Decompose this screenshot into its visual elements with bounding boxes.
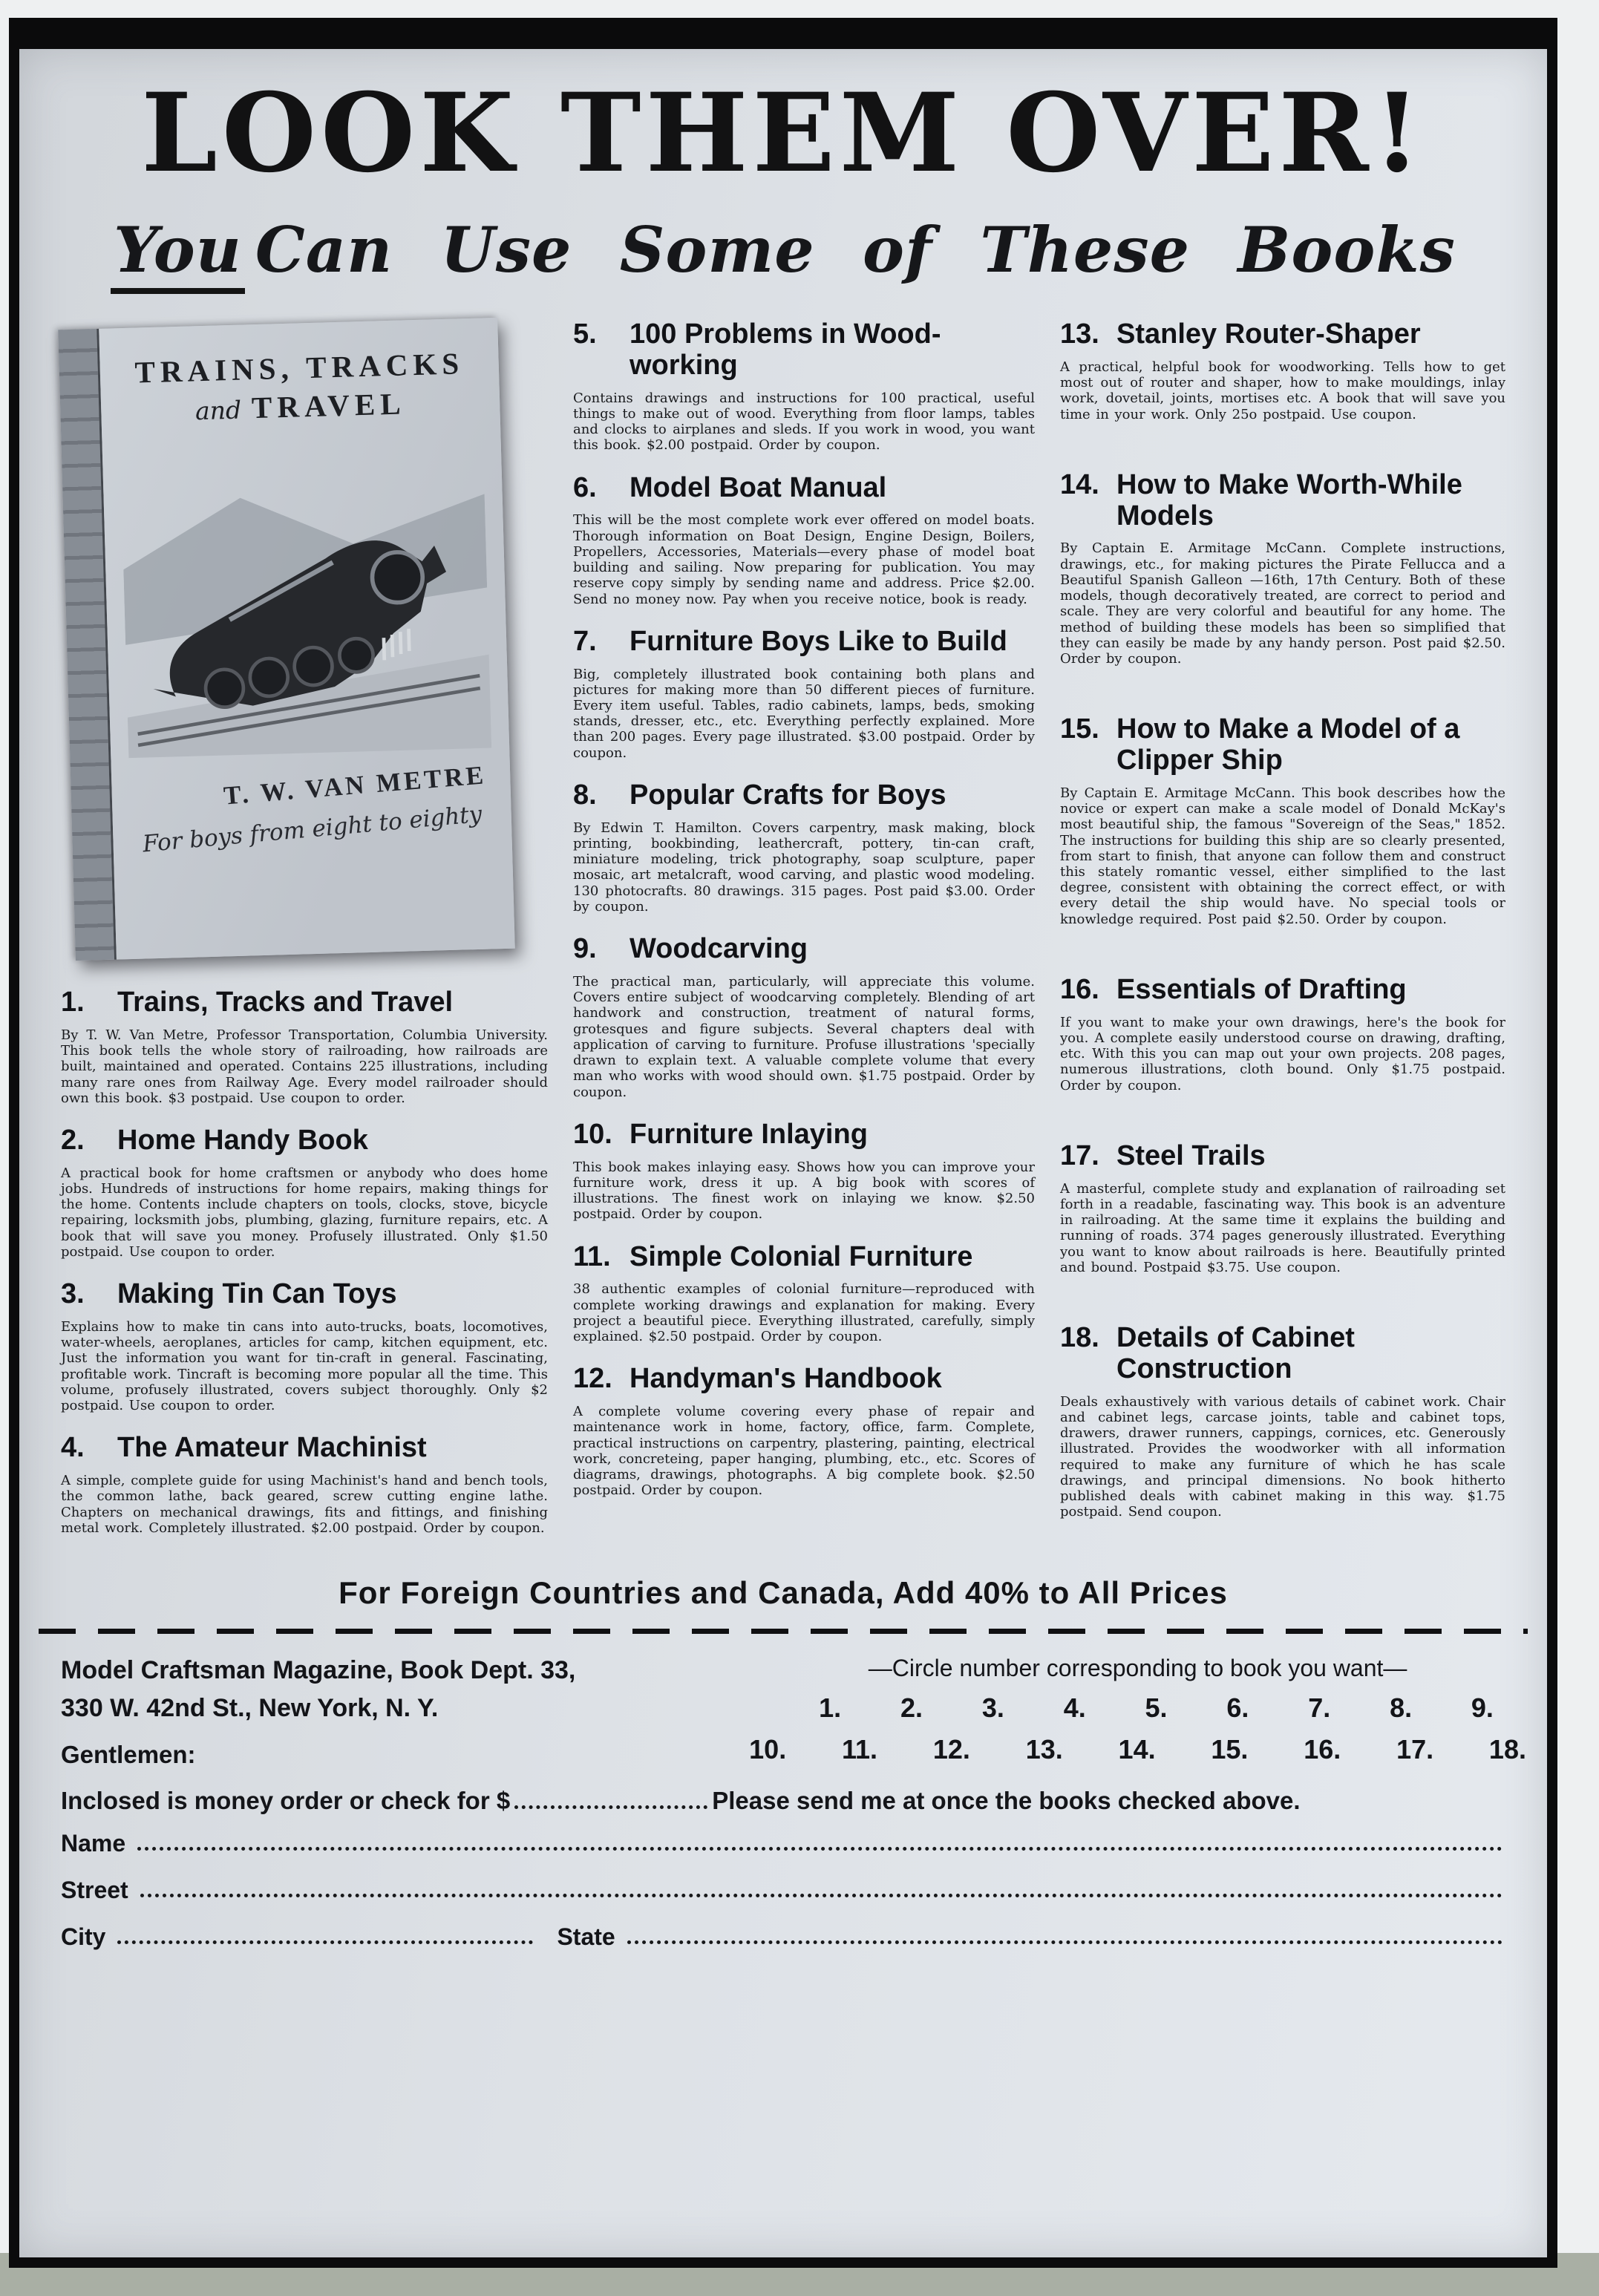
book-description: The practical man, particularly, will appreciate this volume. Covers entire subject of woodcarving completely. Blending of art handwork and construction, treatment of natural forms, grotesques and figure subjects. Several chapters deal with application of carving to furniture. Profuse illustrations 'specially drawn to explain text. A valuable complete volume that every man who works with wood should own. $1.75 postpaid. Order by coupon. — [573, 973, 1035, 1100]
enclosed-amount-line — [61, 1787, 1505, 1815]
book-description: By Edwin T. Hamilton. Covers carpentry, mask making, block printing, bookbinding, leathercraft, pottery, tin-can craft, miniature modeling, trick photography, soap sculpture, paper mosaic, art metalcraft, wood carving, and plastic wood modeling. 130 photocrafts. 80 drawings. 315 pages. Post paid $3.00. Order by coupon. — [573, 820, 1035, 915]
book-title: 16. Essentials of Drafting — [1060, 973, 1407, 1005]
book-description: This book makes inlaying easy. Shows how you can improve your furniture work, dress it up. A big book with scores of illustrations. The finest work on inlaying we know. $2.50 postpaid. Order by coupon. — [573, 1159, 1035, 1223]
book-description: By T. W. Van Metre, Professor Transportation, Columbia University. This book tells the whole story of railroading, how railroads are built, maintained and operated. Contains 225 illustrations, including many rare ones from Railway Age. Every model railroader should own this book. $3 postpaid. Use coupon to order. — [61, 1027, 548, 1106]
column-middle — [573, 319, 1035, 1568]
coupon-cut-line — [39, 1629, 1528, 1634]
publisher-address-line2: 330 W. 42nd St., New York, N. Y. — [61, 1693, 439, 1722]
book-description: Explains how to make tin cans into auto-trucks, boats, locomotives, water-wheels, aeroplanes, articles for camp, kitchen equipment, etc. Just the information you want for tin-craft in general. Fascinating, profitable work. Tincraft is becoming more popular all the time. This volume, profusely illustrated, covers subject thoroughly. Only $2 postpaid. Use coupon to order. — [61, 1318, 548, 1414]
state-blank-line — [627, 1940, 1502, 1944]
book-listing-17 — [1060, 1141, 1505, 1275]
circle-number: 10. — [749, 1733, 787, 1764]
book-listing-9 — [573, 934, 1035, 1100]
circle-number: 5. — [1145, 1692, 1168, 1723]
cover-tagline: For boys from eight to eighty — [141, 800, 483, 858]
book-title: 7. Furniture Boys Like to Build — [573, 625, 1007, 657]
book-cover-front — [99, 318, 515, 960]
book-listing-18 — [1060, 1323, 1505, 1520]
circle-number: 7. — [1308, 1692, 1331, 1723]
column-left — [61, 319, 548, 1568]
amount-blank-line — [514, 1788, 707, 1809]
circle-number: 17. — [1396, 1733, 1434, 1764]
subtitle-rest: Can Use Some of These Books — [255, 213, 1456, 287]
circle-numbers-row2 — [748, 1734, 1528, 1765]
book-description: By Captain E. Armitage McCann. Complete instructions, drawings, etc., for making pictures the Pirate Fellucca and a Beautiful Spanish Galleon —16th, 17th Century. Both of these models, though decoratively treated, are correct to period and scale. They are very colorful and beautiful for any home. The method of building these models has been so simplified that they can easily be made by any handy person. Post paid $2.50. Order by coupon. — [1060, 540, 1505, 667]
book-title: 11. Simple Colonial Furniture — [573, 1240, 973, 1272]
city-state-field-row — [61, 1923, 1505, 1951]
book-title: 14. How to Make Worth-While Models — [1060, 468, 1462, 532]
book-number: 1. — [61, 987, 85, 1018]
cover-author: T. W. VAN METRE — [222, 760, 488, 811]
book-title: 13. Stanley Router-Shaper — [1060, 318, 1421, 350]
book-number: 10. — [573, 1118, 612, 1150]
book-title: 1. Trains, Tracks and Travel — [61, 987, 454, 1018]
book-number: 4. — [61, 1432, 85, 1464]
circle-number: 6. — [1226, 1692, 1249, 1723]
enclosed-prefix: Inclosed is money order or check for $ — [61, 1786, 511, 1814]
coupon-address-block — [61, 1652, 725, 1769]
book-description: 38 authentic examples of colonial furniture—reproduced with complete working drawings and explanation for making. Every project a beautiful piece. Everything illustrated, carefully, simply explained. $2.50 postpaid. Order by coupon. — [573, 1281, 1035, 1345]
book-title: 6. Model Boat Manual — [573, 471, 887, 503]
book-number: 9. — [573, 933, 597, 965]
order-coupon — [61, 1652, 1526, 1769]
book-number: 8. — [573, 779, 597, 811]
book-description: Deals exhaustively with various details of cabinet work. Chair and cabinet legs, carcase joints, table and cabinet tops, drawers, drawer runners, cappings, cornices, etc. Generously illustrated. Provides the woodworker with all information required to make any furniture of which he has scale drawings, and principal dimensions. No book hitherto published deals with cabinet making in this way. $1.75 postpaid. Send coupon. — [1060, 1393, 1505, 1520]
book-title: 5. 100 Problems in Wood-working — [573, 318, 941, 381]
book-cover-photo — [58, 318, 515, 961]
circle-number: 4. — [1063, 1692, 1086, 1723]
book-listing-12 — [573, 1364, 1035, 1498]
book-title: 9. Woodcarving — [573, 933, 808, 965]
book-title: 3. Making Tin Can Toys — [61, 1278, 397, 1310]
book-title: 2. Home Handy Book — [61, 1124, 368, 1156]
book-number: 3. — [61, 1278, 85, 1310]
book-listing-10 — [573, 1119, 1035, 1223]
book-title: 17. Steel Trails — [1060, 1139, 1266, 1171]
book-description: A complete volume covering every phase of repair and maintenance work in home, factory, office, farm. Complete, practical instructions on carpentry, plastering, painting, electrical work, concreteing, paper hanging, plumbing, etc., etc. Scores of diagrams, drawings, photographs. A big complete book. $2.50 postpaid. Order by coupon. — [573, 1404, 1035, 1499]
book-number: 14. — [1060, 468, 1099, 500]
coupon-fields — [61, 1830, 1505, 1951]
book-listing-15 — [1060, 714, 1505, 927]
book-number: 7. — [573, 625, 597, 657]
book-listing-1 — [61, 987, 548, 1106]
circle-number: 3. — [981, 1692, 1004, 1723]
book-title: 4. The Amateur Machinist — [61, 1432, 427, 1464]
circle-number: 15. — [1211, 1733, 1249, 1764]
circle-number: 12. — [932, 1733, 970, 1764]
circle-number: 8. — [1390, 1692, 1413, 1723]
circle-number: 13. — [1025, 1733, 1063, 1764]
state-label: State — [557, 1923, 615, 1950]
book-description: By Captain E. Armitage McCann. This book describes how the novice or expert can make a scale model of Donald McKay's most beautiful ship, the famous "Sovereign of the Seas," 1852. The instructions for building this ship are so clearly presented, from start to finish, that anyone can follow them and construct this stately romantic vessel, either simplified to the last degree, consistent with obtaining the correct effect, or with every detail the ship would have. No special tools or knowledge required. Post paid $2.50. Order by coupon. — [1060, 785, 1505, 927]
book-listing-14 — [1060, 470, 1505, 667]
circle-number: 9. — [1471, 1692, 1494, 1723]
book-description: Big, completely illustrated book containing both plans and pictures for making more than 50 different pieces of furniture. Every item useful. Tables, radio cabinets, lamps, beds, smoking stands, dresser, etc., etc. Everything perfectly explained. More than 200 pages. Every page illustrated. $3.00 postpaid. Order by coupon. — [573, 666, 1035, 761]
book-listing-6 — [573, 473, 1035, 607]
book-listing-2 — [61, 1125, 548, 1260]
cover-title-line1: TRAINS, TRACKS — [134, 346, 465, 390]
book-number: 6. — [573, 471, 597, 503]
name-blank-line — [137, 1847, 1502, 1851]
book-number: 12. — [573, 1363, 612, 1395]
column-right — [1060, 319, 1505, 1568]
locomotive-illustration — [120, 439, 492, 768]
book-listing-7 — [573, 627, 1035, 761]
book-description: This will be the most complete work ever offered on model boats. Thorough information on Boat Design, Engine Design, Boilers, Propellers, Accessories, Materials—every phase of model boat building and sailing. Now preparing for publication. You may reserve copy simply by sending name and address. Price $2.00. Send no money now. Pay when you receive notice, book is ready. — [573, 512, 1035, 607]
cover-title-line2 — [119, 384, 483, 430]
book-description: If you want to make your own drawings, here's the book for you. A complete easily understood course on drawing, drafting, etc. With this you can map out your own projects. 208 pages, numerous illustrations, cloth bound. Only $1.75 postpaid. Order by coupon. — [1060, 1014, 1505, 1093]
circle-instruction: —Circle number corresponding to book you want— — [868, 1654, 1407, 1681]
street-blank-line — [140, 1894, 1502, 1897]
book-number: 17. — [1060, 1139, 1099, 1171]
book-number: 18. — [1060, 1322, 1099, 1354]
book-title: 10. Furniture Inlaying — [573, 1118, 868, 1150]
book-number: 15. — [1060, 713, 1099, 745]
circle-number: 1. — [819, 1692, 842, 1723]
book-number: 5. — [573, 318, 597, 350]
circle-number: 2. — [900, 1692, 923, 1723]
street-field-row — [61, 1877, 1505, 1904]
circle-numbers-row1 — [748, 1692, 1528, 1724]
circle-number: 16. — [1304, 1733, 1341, 1764]
book-listing-16 — [1060, 975, 1505, 1093]
cover-title-travel: TRAVEL — [251, 386, 407, 425]
book-listing-3 — [61, 1279, 548, 1413]
coupon-salutation: Gentlemen: — [61, 1740, 196, 1768]
publisher-address-line1: Model Craftsman Magazine, Book Dept. 33, — [61, 1655, 576, 1684]
name-field-row — [61, 1830, 1505, 1857]
book-listing-8 — [573, 780, 1035, 915]
book-description: A simple, complete guide for using Machinist's hand and bench tools, the common lathe, back geared, screw cutting engine lathe. Chapters on mechanical drawings, fits and fittings, and finishing metal work. Completely illustrated. $2.00 postpaid. Order by coupon. — [61, 1473, 548, 1536]
book-title: 18. Details of Cabinet Construction — [1060, 1322, 1355, 1384]
book-title: 15. How to Make a Model of a Clipper Ship — [1060, 713, 1460, 776]
book-number: 13. — [1060, 318, 1099, 350]
foreign-prices-note: For Foreign Countries and Canada, Add 40% to All Prices — [339, 1574, 1228, 1610]
book-listing-5 — [573, 319, 1035, 454]
book-number: 16. — [1060, 973, 1099, 1005]
book-listing-13 — [1060, 319, 1505, 422]
book-description: Contains drawings and instructions for 100 practical, useful things to make out of wood. Everything from floor lamps, tables and clocks to airplanes and sleds. If you work in wood, you want this book. $2.00 postpaid. Order by coupon. — [573, 390, 1035, 454]
street-label: Street — [61, 1876, 128, 1903]
page-title: LOOK THEM OVER! — [141, 70, 1425, 197]
cover-title-and: and — [194, 395, 242, 426]
name-label: Name — [61, 1829, 126, 1857]
book-number: 2. — [61, 1124, 85, 1156]
book-number: 11. — [573, 1240, 611, 1272]
book-description: A practical, helpful book for woodworking. Tells how to get most out of router and shaper, how to make mouldings, inlay work, dovetail, joints, mortises etc. A book that will save you time in your work. Only 25o postpaid. Use coupon. — [1060, 359, 1505, 422]
coupon-circle-block — [748, 1652, 1528, 1769]
subtitle-underlined-word: You — [111, 213, 245, 294]
circle-number: 14. — [1118, 1733, 1156, 1764]
book-listing-4 — [61, 1433, 548, 1536]
book-description: A masterful, complete study and explanation of railroading set forth in a readable, fascinating way. This book is an adventure in railroading. At the same time it explains the building and running of roads. 374 pages generously illustrated. Everything you want to know about railroads is here. Beautifully printed and bound. Postpaid $3.75. Use coupon. — [1060, 1180, 1505, 1275]
magazine-ad-page — [9, 18, 1557, 2268]
page-subtitle — [61, 213, 1505, 287]
book-title: 12. Handyman's Handbook — [573, 1363, 942, 1395]
circle-number: 11. — [842, 1733, 878, 1764]
book-title: 8. Popular Crafts for Boys — [573, 779, 946, 811]
book-listing-11 — [573, 1242, 1035, 1345]
book-description: A practical book for home craftsmen or anybody who does home jobs. Hundreds of instructions for home repairs, making things for the home. Contents include chapters on tools, clocks, stove, bicycle repairing, locksmith jobs, plumbing, glazing, furniture repairs, etc. A book that will save you money. Profusely illustrated. Only $1.50 postpaid. Use coupon to order. — [61, 1165, 548, 1260]
city-label: City — [61, 1923, 106, 1950]
book-listing-columns — [61, 319, 1505, 1568]
enclosed-suffix: Please send me at once the books checked above. — [712, 1786, 1301, 1814]
city-blank-line — [117, 1940, 533, 1944]
circle-number: 18. — [1488, 1733, 1526, 1764]
